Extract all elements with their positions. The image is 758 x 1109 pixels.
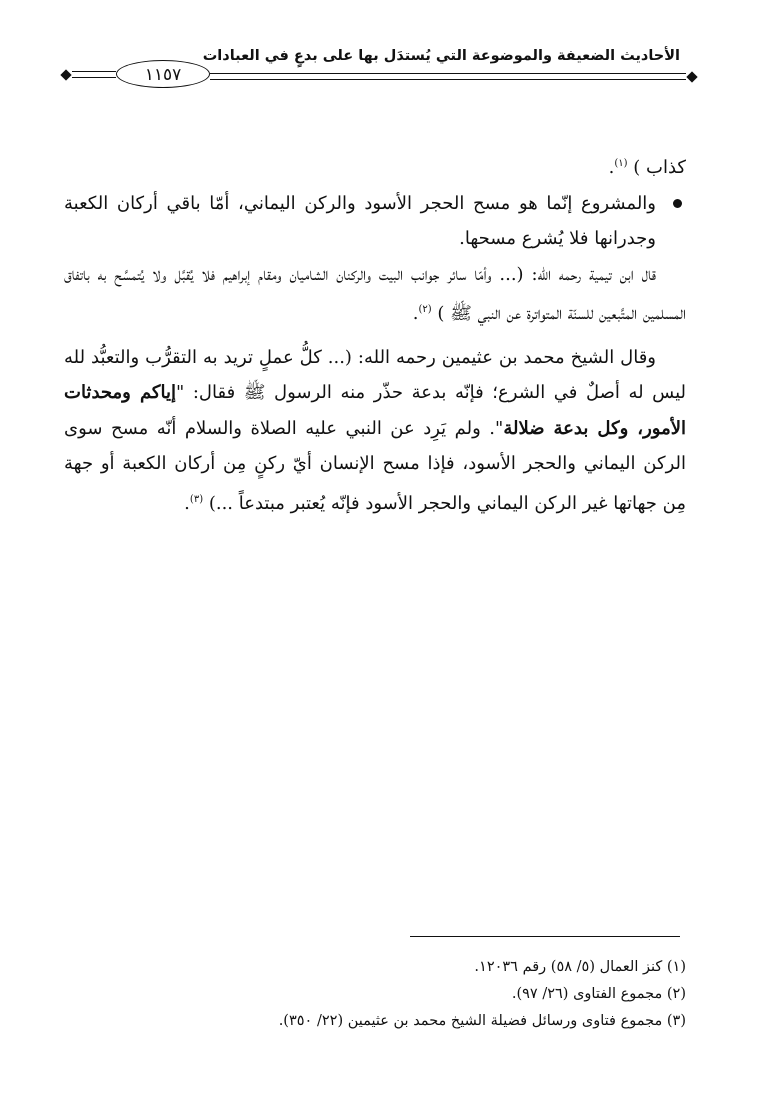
- footnote-2: (٢) مجموع الفتاوى (٢٦/ ٩٧).: [511, 986, 686, 1002]
- footnote-3: (٣) مجموع فتاوى ورسائل فضيلة الشيخ محمد بن عثيمين (٢٢/ ٣٥٠).: [278, 1013, 686, 1029]
- footnote-ref-2: (٢): [418, 304, 432, 315]
- paragraph-ibn-taymiyyah: قال ابن تيمية رحمه الله: (... وأمّا سائر جوانب البيت والركنان الشاميان ومقام إبراهيم فلا يُقبَّل ولا يُتمسَّح به باتفاق المسلمين المتَّبعين للسنّة المتواترة عن النبي ﷺ ) $^{(٢)}$.: [64, 263, 686, 324]
- hadith-quote: إياكم ومحدثات الأمور، وكل بدعة ضلالة: [64, 382, 686, 439]
- footnote-ref-1: (١): [614, 158, 628, 169]
- page-header: [60, 44, 700, 94]
- header-rule-right: [210, 73, 686, 80]
- paragraph-ibn-uthaymeen: وقال الشيخ محمد بن عثيمين رحمه الله: (... كلُّ عملٍ تريد به التقرُّب والتعبُّد لله ليس له أصلٌ في الشرع؛ فإنّه بدعة حذّر منه الرسول ﷺ فقال: "إياكم ومحدثات الأمور، وكل بدعة ضلالة". ولم يَرِد عن النبي عليه الصلاة والسلام أنّه مسح سوى الركن اليماني والحجر الأسود، فإذا مسح الإنسان أيّ ركنٍ مِن أركان الكعبة أو جهة مِن جهاتها غير الركن اليماني والحجر الأسود فإنّه يُعتبر مبتدعاً ...) $^{(٣)}$.: [64, 346, 686, 514]
- main-text: [64, 146, 686, 521]
- bullet-text: والمشروع إنّما هو مسح الحجر الأسود والركن اليماني، أمّا باقي أركان الكعبة وجدرانها فلا يُشرع مسحها.: [64, 192, 656, 249]
- header-ornament-left: [60, 69, 71, 80]
- page-number: ١١٥٧: [116, 60, 210, 88]
- footnote-divider: [410, 936, 680, 937]
- header-ornament-right: [686, 71, 697, 82]
- continuation-line: كذاب ) $^{(١)}$.: [608, 157, 686, 178]
- footnote-1: (١) كنز العمال (٥/ ٥٨) رقم ١٢٠٣٦.: [474, 959, 686, 975]
- bullet-item: [64, 186, 686, 257]
- running-title: الأحاديث الضعيفة والموضوعة التي يُستدَل بها على بدعٍ في العبادات: [202, 48, 680, 64]
- footnotes: [86, 954, 686, 1035]
- footnote-ref-3: (٣): [189, 493, 204, 505]
- header-rule-left: [72, 71, 116, 78]
- bullet-icon: [673, 199, 682, 208]
